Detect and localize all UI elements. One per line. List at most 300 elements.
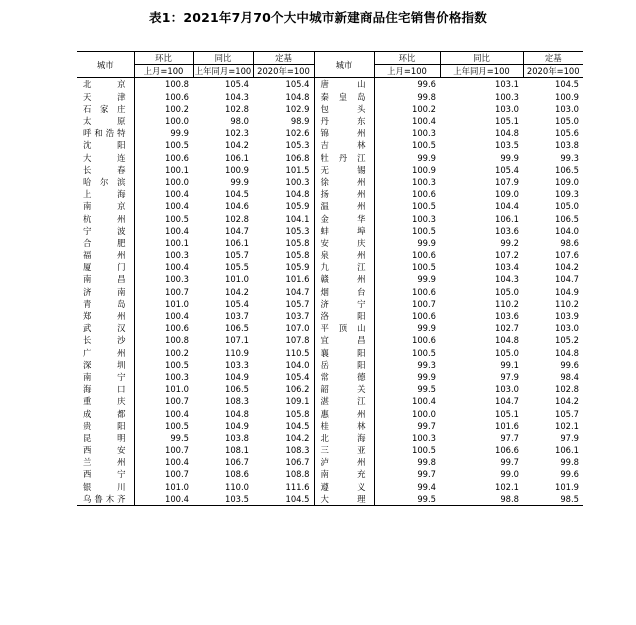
mom-left-cell: 101.0 — [165, 298, 189, 309]
city-left-cell: 西宁 — [77, 468, 134, 480]
mom-right-cell: 100.5 — [412, 201, 436, 212]
yoy-right-cell: 104.8 — [495, 128, 519, 139]
city-right-cell: 宜昌 — [314, 334, 374, 346]
yoy-left-cell: 106.1 — [225, 152, 249, 163]
city-left-cell: 呼和浩特 — [77, 127, 134, 139]
mom-left-cell: 100.4 — [134, 493, 193, 506]
city-right-cell: 北海 — [314, 432, 374, 444]
city-right-cell: 丹东 — [314, 115, 374, 127]
table-row — [77, 481, 583, 493]
fixed-left-cell: 105.8 — [285, 237, 310, 248]
yoy-left-cell: 104.2 — [225, 140, 249, 151]
fixed-left-cell: 101.5 — [285, 164, 310, 175]
mom-left-cell: 99.5 — [170, 432, 189, 443]
mom-right-cell: 100.5 — [412, 225, 436, 236]
mom-left-cell: 100.1 — [165, 164, 189, 175]
mom-right-cell: 99.5 — [417, 384, 436, 395]
city-left-cell: 重庆 — [77, 395, 134, 407]
table-row — [77, 115, 583, 127]
fixed-right-cell: 105.0 — [555, 116, 579, 127]
yoy-left-cell: 110.0 — [225, 481, 249, 492]
yoy-right-cell: 104.7 — [495, 396, 519, 407]
city-left-cell: 沈阳 — [77, 139, 134, 151]
table-row — [77, 188, 583, 200]
fixed-left-cell: 105.4 — [285, 79, 310, 90]
mom-left-cell: 100.8 — [165, 79, 189, 90]
city-left-cell: 北京 — [77, 78, 134, 91]
fixed-left-cell: 102.6 — [285, 128, 310, 139]
fixed-left-cell: 109.1 — [285, 396, 310, 407]
yoy-left-cell: 102.3 — [225, 128, 249, 139]
fixed-header-right: 定基 — [523, 52, 583, 65]
mom-left-cell: 100.4 — [165, 311, 189, 322]
city-right-cell: 泸州 — [314, 456, 374, 468]
table-row — [77, 273, 583, 285]
mom-right-cell: 100.6 — [412, 250, 436, 261]
yoy-right-cell: 105.4 — [495, 164, 519, 175]
mom-left-cell: 101.0 — [165, 481, 189, 492]
yoy-right-cell: 99.1 — [500, 359, 519, 370]
fixed-left-cell: 105.3 — [285, 140, 310, 151]
city-left-cell: 贵阳 — [77, 420, 134, 432]
fixed-left-cell: 104.8 — [285, 189, 310, 200]
yoy-left-cell: 105.5 — [225, 262, 249, 273]
mom-left-cell: 100.5 — [165, 213, 189, 224]
mom-left-cell: 100.8 — [165, 335, 189, 346]
table-row — [77, 371, 583, 383]
yoy-right-cell: 97.7 — [500, 432, 519, 443]
fixed-left-cell: 104.7 — [285, 286, 310, 297]
fixed-left-cell: 105.7 — [285, 298, 310, 309]
city-left-cell: 兰州 — [77, 456, 134, 468]
yoy-right-cell: 103.0 — [495, 384, 519, 395]
table-row — [77, 444, 583, 456]
yoy-left-cell: 101.0 — [225, 274, 249, 285]
fixed-right-cell: 105.7 — [555, 408, 579, 419]
mom-left-cell: 100.2 — [165, 103, 189, 114]
city-right-cell: 泉州 — [314, 249, 374, 261]
fixed-right-cell: 104.7 — [555, 274, 579, 285]
fixed-right-cell: 97.9 — [560, 432, 579, 443]
city-left-cell: 昆明 — [77, 432, 134, 444]
city-left-cell: 厦门 — [77, 261, 134, 273]
fixed-left-cell: 105.3 — [285, 225, 310, 236]
city-right-cell: 无锡 — [314, 164, 374, 176]
mom-right-cell: 100.4 — [412, 116, 436, 127]
table-row — [77, 322, 583, 334]
table-body — [77, 78, 583, 506]
fixed-left-cell: 106.2 — [285, 384, 310, 395]
mom-base-left: 上月=100 — [134, 65, 193, 78]
yoy-left-cell: 103.5 — [193, 493, 253, 506]
table-row — [77, 91, 583, 103]
yoy-left-cell: 104.5 — [225, 189, 249, 200]
yoy-left-cell: 106.1 — [225, 237, 249, 248]
city-right-cell: 扬州 — [314, 188, 374, 200]
yoy-left-cell: 110.9 — [225, 347, 249, 358]
fixed-right-cell: 109.3 — [555, 189, 579, 200]
fixed-right-cell: 106.5 — [555, 164, 579, 175]
mom-left-cell: 100.0 — [165, 116, 189, 127]
city-right-cell: 金华 — [314, 212, 374, 224]
yoy-left-cell: 104.9 — [225, 420, 249, 431]
mom-left-cell: 100.0 — [165, 176, 189, 187]
fixed-right-cell: 105.6 — [555, 128, 579, 139]
yoy-right-cell: 105.1 — [495, 116, 519, 127]
fixed-right-cell: 100.9 — [555, 91, 579, 102]
yoy-right-cell: 110.2 — [495, 298, 519, 309]
table-row — [77, 407, 583, 419]
table-row — [77, 176, 583, 188]
table-row — [77, 420, 583, 432]
yoy-right-cell: 106.1 — [495, 213, 519, 224]
city-left-cell: 南宁 — [77, 371, 134, 383]
yoy-left-cell: 99.9 — [230, 176, 249, 187]
fixed-right-cell: 101.9 — [555, 481, 579, 492]
city-left-cell: 大连 — [77, 152, 134, 164]
fixed-right-cell: 107.6 — [555, 250, 579, 261]
mom-header-left: 环比 — [134, 52, 193, 65]
yoy-right-cell: 105.1 — [495, 408, 519, 419]
yoy-right-cell: 107.9 — [495, 176, 519, 187]
mom-right-cell: 100.3 — [412, 128, 436, 139]
fixed-left-cell: 110.5 — [285, 347, 310, 358]
mom-right-cell: 99.8 — [417, 457, 436, 468]
table-row — [77, 261, 583, 273]
fixed-right-cell: 104.2 — [555, 396, 579, 407]
city-right-cell: 安庆 — [314, 237, 374, 249]
fixed-left-cell: 104.5 — [253, 493, 314, 506]
city-right-cell: 大理 — [314, 493, 374, 506]
yoy-right-cell: 104.8 — [495, 335, 519, 346]
fixed-left-cell: 107.0 — [285, 323, 310, 334]
city-right-cell: 惠州 — [314, 407, 374, 419]
fixed-right-cell: 103.0 — [555, 103, 579, 114]
city-left-cell: 福州 — [77, 249, 134, 261]
mom-header-right: 环比 — [374, 52, 440, 65]
city-right-cell: 唐山 — [314, 78, 374, 91]
yoy-right-cell: 103.5 — [495, 140, 519, 151]
table-row — [77, 225, 583, 237]
fixed-right-cell: 106.1 — [555, 445, 579, 456]
city-right-cell: 岳阳 — [314, 359, 374, 371]
yoy-header-left: 同比 — [193, 52, 253, 65]
mom-right-cell: 99.9 — [417, 237, 436, 248]
yoy-left-cell: 104.9 — [225, 371, 249, 382]
table-row — [77, 383, 583, 395]
fixed-right-cell: 110.2 — [555, 298, 579, 309]
mom-left-cell: 100.6 — [165, 91, 189, 102]
fixed-left-cell: 105.4 — [285, 371, 310, 382]
city-right-cell: 温州 — [314, 200, 374, 212]
yoy-left-cell: 104.2 — [225, 286, 249, 297]
city-left-cell: 武汉 — [77, 322, 134, 334]
city-right-cell: 平顶山 — [314, 322, 374, 334]
yoy-right-cell: 104.4 — [495, 201, 519, 212]
fixed-right-cell: 105.0 — [555, 201, 579, 212]
yoy-right-cell: 101.6 — [495, 420, 519, 431]
mom-right-cell: 100.5 — [412, 262, 436, 273]
yoy-right-cell: 105.0 — [495, 347, 519, 358]
fixed-left-cell: 106.7 — [285, 457, 310, 468]
fixed-left-cell: 106.8 — [285, 152, 310, 163]
fixed-right-cell: 99.6 — [560, 359, 579, 370]
city-right-cell: 南充 — [314, 468, 374, 480]
mom-right-cell: 100.6 — [412, 189, 436, 200]
yoy-right-cell: 99.2 — [500, 237, 519, 248]
mom-left-cell: 100.4 — [165, 457, 189, 468]
mom-right-cell: 99.7 — [417, 420, 436, 431]
mom-right-cell: 99.8 — [417, 91, 436, 102]
yoy-left-cell: 108.1 — [225, 445, 249, 456]
yoy-right-cell: 99.9 — [500, 152, 519, 163]
yoy-right-cell: 103.1 — [495, 79, 519, 90]
mom-left-cell: 100.3 — [165, 274, 189, 285]
yoy-right-cell: 106.6 — [495, 445, 519, 456]
city-left-cell: 成都 — [77, 407, 134, 419]
fixed-right-cell: 103.9 — [555, 311, 579, 322]
yoy-right-cell: 99.0 — [500, 469, 519, 480]
fixed-left-cell: 111.6 — [285, 481, 310, 492]
mom-right-cell: 100.6 — [412, 311, 436, 322]
fixed-right-cell: 106.5 — [555, 213, 579, 224]
yoy-right-cell: 103.4 — [495, 262, 519, 273]
city-left-cell: 石家庄 — [77, 103, 134, 115]
mom-right-cell: 99.6 — [417, 79, 436, 90]
mom-left-cell: 100.5 — [165, 420, 189, 431]
mom-right-cell: 99.3 — [417, 359, 436, 370]
yoy-left-cell: 104.6 — [225, 201, 249, 212]
yoy-left-cell: 106.7 — [225, 457, 249, 468]
mom-right-cell: 99.9 — [417, 371, 436, 382]
table-row — [77, 432, 583, 444]
yoy-right-cell: 102.1 — [495, 481, 519, 492]
mom-right-cell: 100.9 — [412, 164, 436, 175]
fixed-left-cell: 105.8 — [285, 408, 310, 419]
fixed-right-cell: 99.8 — [560, 457, 579, 468]
mom-right-cell: 100.7 — [412, 298, 436, 309]
mom-left-cell: 101.0 — [165, 384, 189, 395]
yoy-left-cell: 103.7 — [225, 311, 249, 322]
table-row — [77, 237, 583, 249]
city-right-cell: 吉林 — [314, 139, 374, 151]
fixed-left-cell: 102.9 — [285, 103, 310, 114]
yoy-right-cell: 107.2 — [495, 250, 519, 261]
mom-right-cell: 100.6 — [412, 335, 436, 346]
yoy-right-cell: 109.0 — [495, 189, 519, 200]
city-left-cell: 合肥 — [77, 237, 134, 249]
mom-left-cell: 100.6 — [165, 152, 189, 163]
mom-right-cell: 100.6 — [412, 286, 436, 297]
fixed-left-cell: 105.8 — [285, 250, 310, 261]
city-left-cell: 银川 — [77, 481, 134, 493]
fixed-right-cell: 103.0 — [555, 323, 579, 334]
city-left-cell: 济南 — [77, 286, 134, 298]
city-right-cell: 三亚 — [314, 444, 374, 456]
fixed-right-cell: 104.0 — [555, 225, 579, 236]
fixed-right-cell: 98.4 — [560, 371, 579, 382]
table-row — [77, 493, 583, 506]
yoy-right-cell: 105.0 — [495, 286, 519, 297]
table-row — [77, 334, 583, 346]
city-right-cell: 秦皇岛 — [314, 91, 374, 103]
yoy-base-right: 上年同月=100 — [440, 65, 523, 78]
table-row — [77, 103, 583, 115]
mom-left-cell: 100.4 — [165, 189, 189, 200]
city-left-cell: 长沙 — [77, 334, 134, 346]
fixed-right-cell: 103.8 — [555, 140, 579, 151]
city-right-cell: 韶关 — [314, 383, 374, 395]
table-row — [77, 347, 583, 359]
city-right-cell: 赣州 — [314, 273, 374, 285]
city-left-cell: 太原 — [77, 115, 134, 127]
yoy-left-cell: 108.6 — [225, 469, 249, 480]
table-row — [77, 127, 583, 139]
fixed-right-cell: 102.8 — [555, 384, 579, 395]
city-right-cell: 蚌埠 — [314, 225, 374, 237]
fixed-left-cell: 103.7 — [285, 311, 310, 322]
fixed-header-left: 定基 — [253, 52, 314, 65]
mom-left-cell: 100.7 — [165, 286, 189, 297]
yoy-left-cell: 103.8 — [225, 432, 249, 443]
fixed-left-cell: 98.9 — [290, 116, 310, 127]
mom-right-cell: 99.9 — [417, 323, 436, 334]
city-header-left: 城市 — [77, 52, 134, 78]
mom-right-cell: 100.2 — [412, 103, 436, 114]
mom-left-cell: 100.4 — [165, 262, 189, 273]
fixed-right-cell: 99.6 — [560, 469, 579, 480]
yoy-left-cell: 98.0 — [230, 116, 249, 127]
yoy-right-cell: 104.3 — [495, 274, 519, 285]
city-left-cell: 长春 — [77, 164, 134, 176]
fixed-left-cell: 100.3 — [285, 176, 310, 187]
city-left-cell: 哈尔滨 — [77, 176, 134, 188]
mom-left-cell: 100.5 — [165, 140, 189, 151]
mom-right-cell: 100.5 — [412, 140, 436, 151]
table-row — [77, 359, 583, 371]
yoy-left-cell: 103.3 — [225, 359, 249, 370]
fixed-left-cell: 108.8 — [285, 469, 310, 480]
yoy-left-cell: 105.4 — [225, 79, 249, 90]
page-title: 表1：2021年7月70个大中城市新建商品住宅销售价格指数 — [149, 10, 487, 25]
fixed-right-cell: 99.3 — [560, 152, 579, 163]
city-left-cell: 深圳 — [77, 359, 134, 371]
mom-right-cell: 99.4 — [417, 481, 436, 492]
yoy-header-right: 同比 — [440, 52, 523, 65]
city-right-cell: 烟台 — [314, 286, 374, 298]
mom-right-cell: 100.3 — [412, 432, 436, 443]
city-right-cell: 襄阳 — [314, 347, 374, 359]
fixed-right-cell: 104.8 — [555, 347, 579, 358]
city-left-cell: 乌鲁木齐 — [77, 493, 134, 506]
fixed-left-cell: 104.0 — [285, 359, 310, 370]
table-row — [77, 78, 583, 91]
table-row — [77, 468, 583, 480]
mom-right-cell: 99.7 — [417, 469, 436, 480]
city-left-cell: 杭州 — [77, 212, 134, 224]
yoy-right-cell: 103.6 — [495, 311, 519, 322]
mom-right-cell: 100.3 — [412, 176, 436, 187]
mom-left-cell: 100.7 — [165, 445, 189, 456]
city-left-cell: 天津 — [77, 91, 134, 103]
yoy-left-cell: 105.4 — [225, 298, 249, 309]
city-right-cell: 牡丹江 — [314, 152, 374, 164]
fixed-left-cell: 104.5 — [285, 420, 310, 431]
fixed-left-cell: 104.1 — [285, 213, 310, 224]
mom-left-cell: 100.4 — [165, 408, 189, 419]
mom-right-cell: 100.3 — [412, 213, 436, 224]
fixed-left-cell: 104.8 — [285, 91, 310, 102]
table-row — [77, 249, 583, 261]
mom-left-cell: 100.4 — [165, 225, 189, 236]
yoy-left-cell: 100.9 — [225, 164, 249, 175]
table-row — [77, 212, 583, 224]
yoy-right-cell: 99.7 — [500, 457, 519, 468]
yoy-left-cell: 106.5 — [225, 384, 249, 395]
city-left-cell: 上海 — [77, 188, 134, 200]
city-left-cell: 青岛 — [77, 298, 134, 310]
mom-right-cell: 99.9 — [417, 274, 436, 285]
table-row — [77, 152, 583, 164]
fixed-right-cell: 104.9 — [555, 286, 579, 297]
fixed-left-cell: 107.8 — [285, 335, 310, 346]
city-left-cell: 南京 — [77, 200, 134, 212]
city-header-right: 城市 — [314, 52, 374, 78]
fixed-right-cell: 102.1 — [555, 420, 579, 431]
yoy-left-cell: 107.1 — [225, 335, 249, 346]
fixed-left-cell: 108.3 — [285, 445, 310, 456]
mom-left-cell: 100.1 — [165, 237, 189, 248]
mom-right-cell: 100.5 — [412, 445, 436, 456]
table-row — [77, 395, 583, 407]
mom-right-cell: 100.5 — [412, 347, 436, 358]
fixed-left-cell: 104.2 — [285, 432, 310, 443]
city-left-cell: 宁波 — [77, 225, 134, 237]
table-row — [77, 164, 583, 176]
yoy-right-cell: 100.3 — [495, 91, 519, 102]
yoy-left-cell: 104.3 — [225, 91, 249, 102]
mom-left-cell: 100.3 — [165, 250, 189, 261]
table-row — [77, 139, 583, 151]
mom-right-cell: 100.0 — [412, 408, 436, 419]
city-right-cell: 包头 — [314, 103, 374, 115]
fixed-right-cell: 104.2 — [555, 262, 579, 273]
mom-left-cell: 100.3 — [165, 371, 189, 382]
city-left-cell: 广州 — [77, 347, 134, 359]
fixed-base-right: 2020年=100 — [523, 65, 583, 78]
mom-left-cell: 100.5 — [165, 359, 189, 370]
fixed-left-cell: 105.9 — [285, 262, 310, 273]
mom-right-cell: 99.9 — [417, 152, 436, 163]
table-row — [77, 456, 583, 468]
table-row — [77, 286, 583, 298]
mom-left-cell: 100.7 — [165, 396, 189, 407]
mom-left-cell: 100.2 — [165, 347, 189, 358]
city-left-cell: 郑州 — [77, 310, 134, 322]
yoy-right-cell: 103.0 — [495, 103, 519, 114]
fixed-right-cell: 105.2 — [555, 335, 579, 346]
yoy-left-cell: 104.7 — [225, 225, 249, 236]
fixed-right-cell: 104.5 — [555, 79, 579, 90]
city-left-cell: 西安 — [77, 444, 134, 456]
table-row — [77, 310, 583, 322]
mom-left-cell: 100.6 — [165, 323, 189, 334]
fixed-left-cell: 101.6 — [285, 274, 310, 285]
price-index-table — [77, 51, 583, 506]
city-right-cell: 九江 — [314, 261, 374, 273]
table-row — [77, 298, 583, 310]
yoy-right-cell: 97.9 — [500, 371, 519, 382]
